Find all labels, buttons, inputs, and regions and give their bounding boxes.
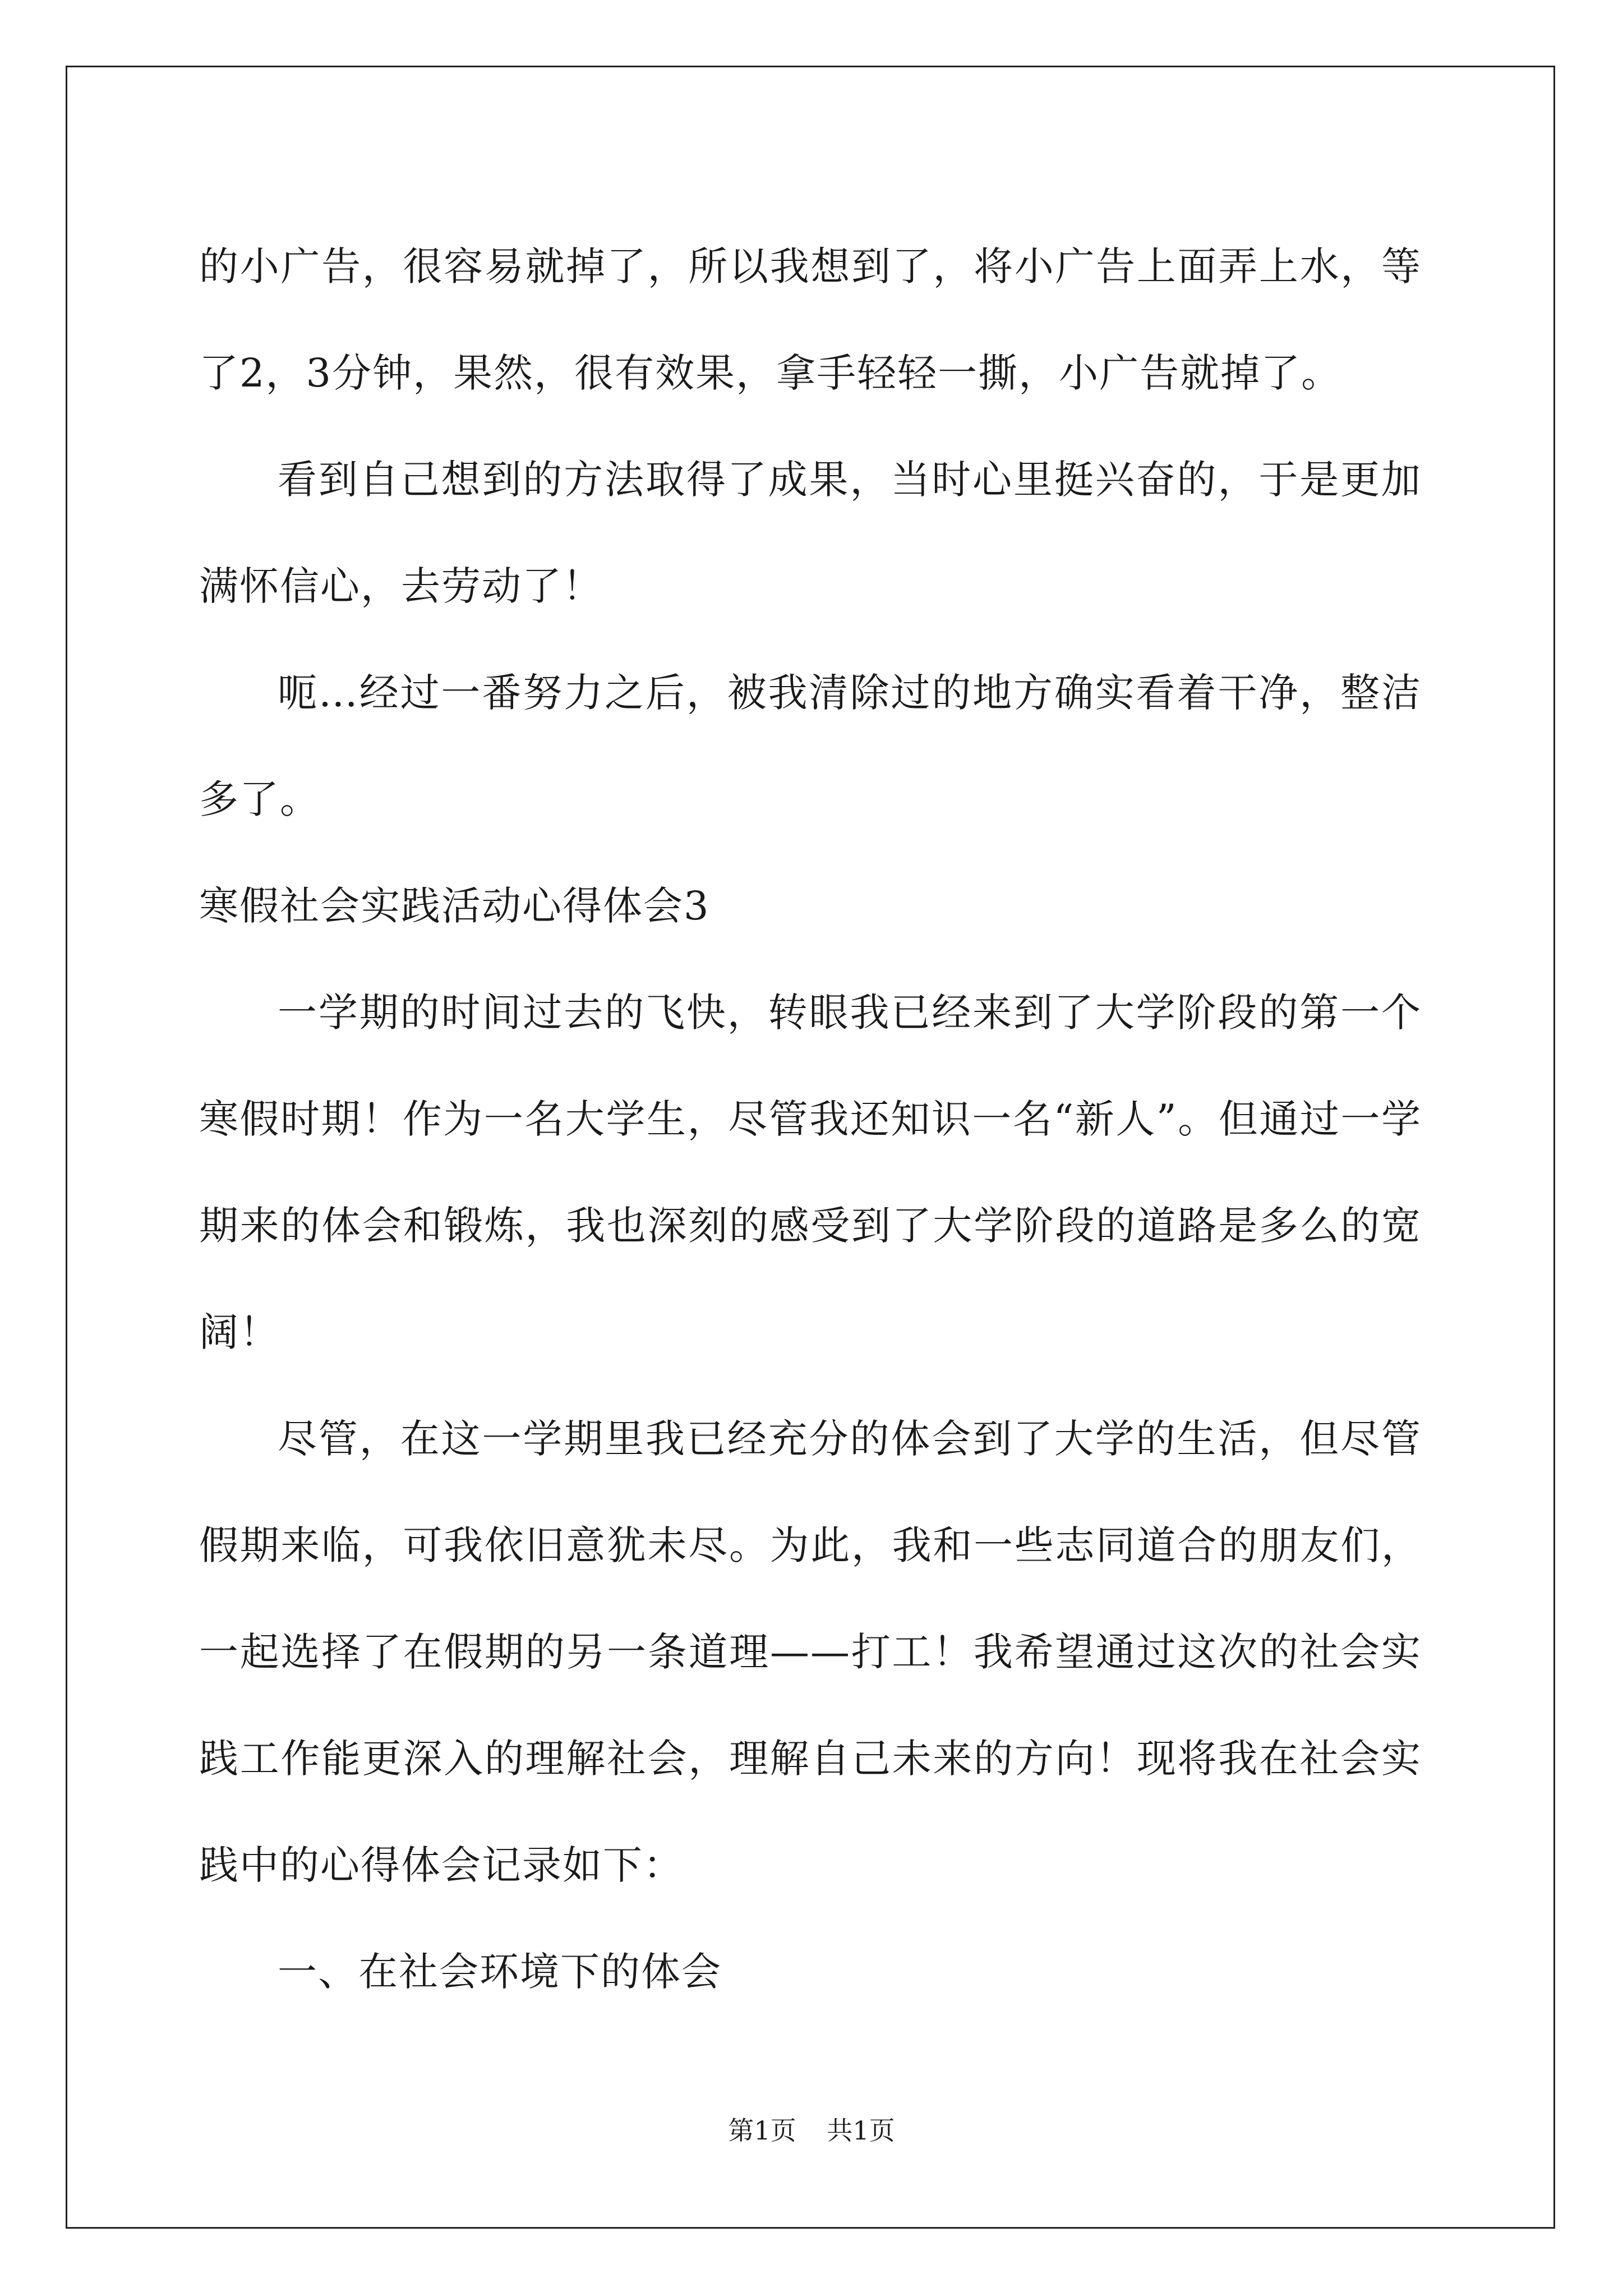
section-heading: 寒假社会实践活动心得体会3	[199, 883, 710, 929]
paragraph-2: 看到自己想到的方法取得了成果，当时心里挺兴奋的，于是更加满怀信心，去劳动了！	[199, 457, 1422, 609]
page-footer	[0, 2110, 1623, 2147]
paragraph-3: 呃…经过一番努力之后，被我清除过的地方确实看着干净，整洁多了。	[199, 670, 1422, 822]
page-number: 第1页	[728, 2115, 796, 2146]
document-body	[199, 213, 1422, 2025]
paragraph-4: 一学期的时间过去的飞快，转眼我已经来到了大学阶段的第一个寒假时期！作为一名大学生，尽管我还知识一名“新人”。但通过一学期来的体会和锻炼，我也深刻的感受到了大学阶段的道路是多么的宽阔！	[199, 990, 1422, 1355]
paragraph-1: 的小广告，很容易就掉了，所以我想到了，将小广告上面弄上水，等了2，3分钟，果然，很有效果，拿手轻轻一撕，小广告就掉了。	[199, 243, 1422, 396]
page-total: 共1页	[827, 2115, 895, 2146]
paragraph-6: 一、在社会环境下的体会	[278, 1949, 722, 1995]
paragraph-5: 尽管，在这一学期里我已经充分的体会到了大学的生活，但尽管假期来临，可我依旧意犹未尽。为此，我和一些志同道合的朋友们，一起选择了在假期的另一条道理——打工！我希望通过这次的社会实践工作能更深入的理解社会，理解自己未来的方向！现将我在社会实践中的心得体会记录如下：	[199, 1416, 1422, 1888]
